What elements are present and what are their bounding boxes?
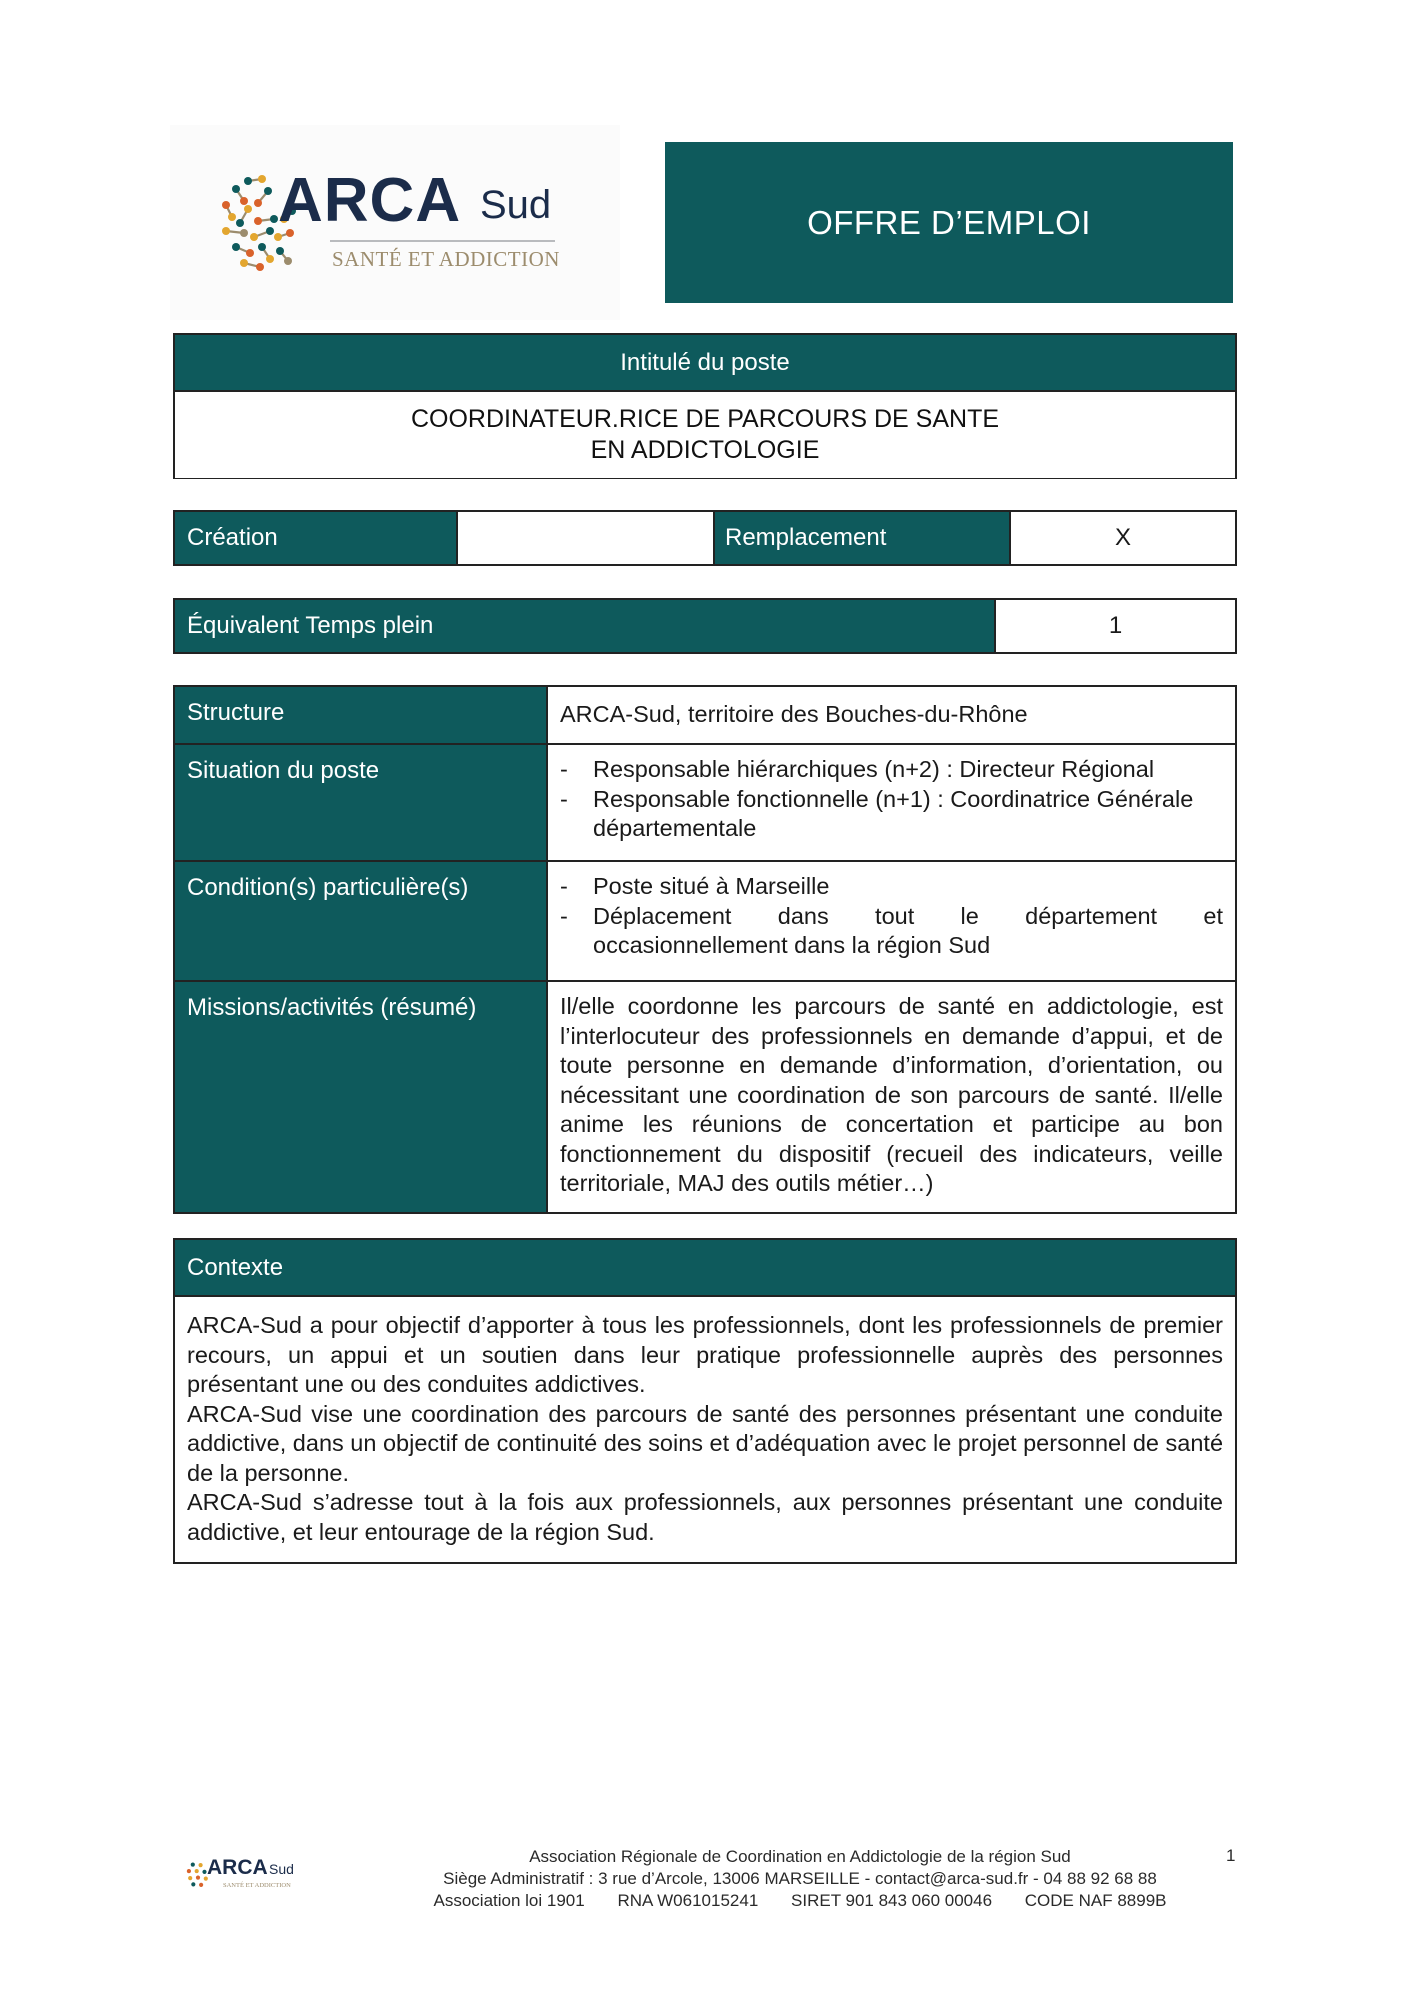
footer-logo-tagline: SANTÉ ET ADDICTION [223, 1882, 291, 1889]
situation-row [175, 745, 1235, 862]
fte-row [173, 598, 1237, 654]
context-table [173, 1238, 1237, 1564]
context-paragraph: ARCA-Sud s’adresse tout à la fois aux professionnels, aux personnes présentant une conduite addictive, et leur entourage de la région Sud. [187, 1489, 1223, 1545]
missions-row [175, 982, 1235, 1212]
banner-title: OFFRE D’EMPLOI [807, 203, 1091, 241]
conditions-label: Condition(s) particulière(s) [175, 862, 548, 980]
condition-item: - Poste situé à Marseille [560, 873, 830, 899]
footer-naf: CODE NAF 8899B [1024, 1891, 1167, 1910]
footer-logo-suffix: Sud [269, 1861, 294, 1877]
logo-brand: ARCA [278, 166, 462, 235]
structure-value: ARCA-Sud, territoire des Bouches-du-Rhône [548, 687, 1235, 743]
structure-row [175, 687, 1235, 745]
replacement-label: Remplacement [715, 512, 1011, 564]
missions-label: Missions/activités (résumé) [175, 982, 548, 1212]
footer-legal [360, 1890, 1240, 1912]
context-header: Contexte [175, 1240, 1235, 1297]
context-paragraph: ARCA-Sud vise une coordination des parcours de santé des personnes présentant une conduite addictive, dans un objectif de continuité des soins et d’adéquation avec le projet personnel de santé de la personne. [187, 1400, 1224, 1486]
contract-type-row [173, 510, 1237, 566]
job-title-line-1: COORDINATEUR.RICE DE PARCOURS DE SANTE [410, 405, 1000, 433]
situation-label: Situation du poste [175, 745, 548, 860]
footer-logo [185, 1856, 300, 1901]
job-info-table [173, 685, 1237, 1214]
job-offer-banner [665, 142, 1233, 303]
situation-item: - Responsable hiérarchiques (n+2) : Directeur Régional [560, 756, 1155, 782]
condition-item: - Déplacement dans tout le département et occasionnellement dans la région Sud [560, 902, 1223, 958]
footer-logo-brand: ARCA [207, 1856, 268, 1879]
structure-label: Structure [175, 687, 548, 743]
missions-value: Il/elle coordonne les parcours de santé en addictologie, est l’interlocuteur des professionnels en demande d’appui, et de toute personne en demande d’information, d’orientation, ou nécessitant une coordination de son parcours de santé. Il/elle anime les réunions de concertation et participe au bon fonctionnement du dispositif (recueil des indicateurs, veille territoriale, MAJ des outils métier…) [548, 982, 1235, 1212]
page-number: 1 [1226, 1846, 1236, 1865]
conditions-value [548, 862, 1235, 980]
context-paragraph: ARCA-Sud a pour objectif d’apporter à tous les professionnels, dont les professionnels de premier recours, un appui et un soutien dans leur pratique professionnelle auprès des personnes présentant une ou des conduites addictives. [187, 1312, 1223, 1397]
footer-info [360, 1846, 1240, 1912]
conditions-row [175, 862, 1235, 982]
logo-brand-suffix: Sud [480, 183, 552, 227]
replacement-value: X [1011, 512, 1235, 564]
footer-address: Siège Administratif : 3 rue d’Arcole, 13006 MARSEILLE - contact@arca-sud.fr - 04 88 92 68 88 [443, 1869, 1157, 1888]
fte-value: 1 [996, 600, 1235, 652]
arca-sud-logo [170, 125, 620, 320]
situation-value [548, 745, 1235, 860]
fte-label: Équivalent Temps plein [175, 600, 996, 652]
footer-siret: SIRET 901 843 060 00046 [791, 1891, 993, 1910]
job-title-value [175, 392, 1235, 478]
footer-org-name: Association Régionale de Coordination en Addictologie de la région Sud [529, 1847, 1071, 1866]
job-title-header: Intitulé du poste [175, 335, 1235, 392]
creation-label: Création [175, 512, 458, 564]
job-title-table [173, 333, 1237, 479]
logo-tagline: SANTÉ ET ADDICTION [332, 247, 560, 271]
footer-rna: RNA W061015241 [617, 1891, 759, 1910]
logo-divider [330, 240, 555, 242]
creation-value [458, 512, 715, 564]
context-body [175, 1297, 1235, 1561]
footer-legal-status: Association loi 1901 [433, 1891, 585, 1910]
job-title-line-2: EN ADDICTOLOGIE [590, 436, 820, 464]
situation-item: - Responsable fonctionnelle (n+1) : Coordinatrice Générale départementale [560, 785, 1194, 841]
